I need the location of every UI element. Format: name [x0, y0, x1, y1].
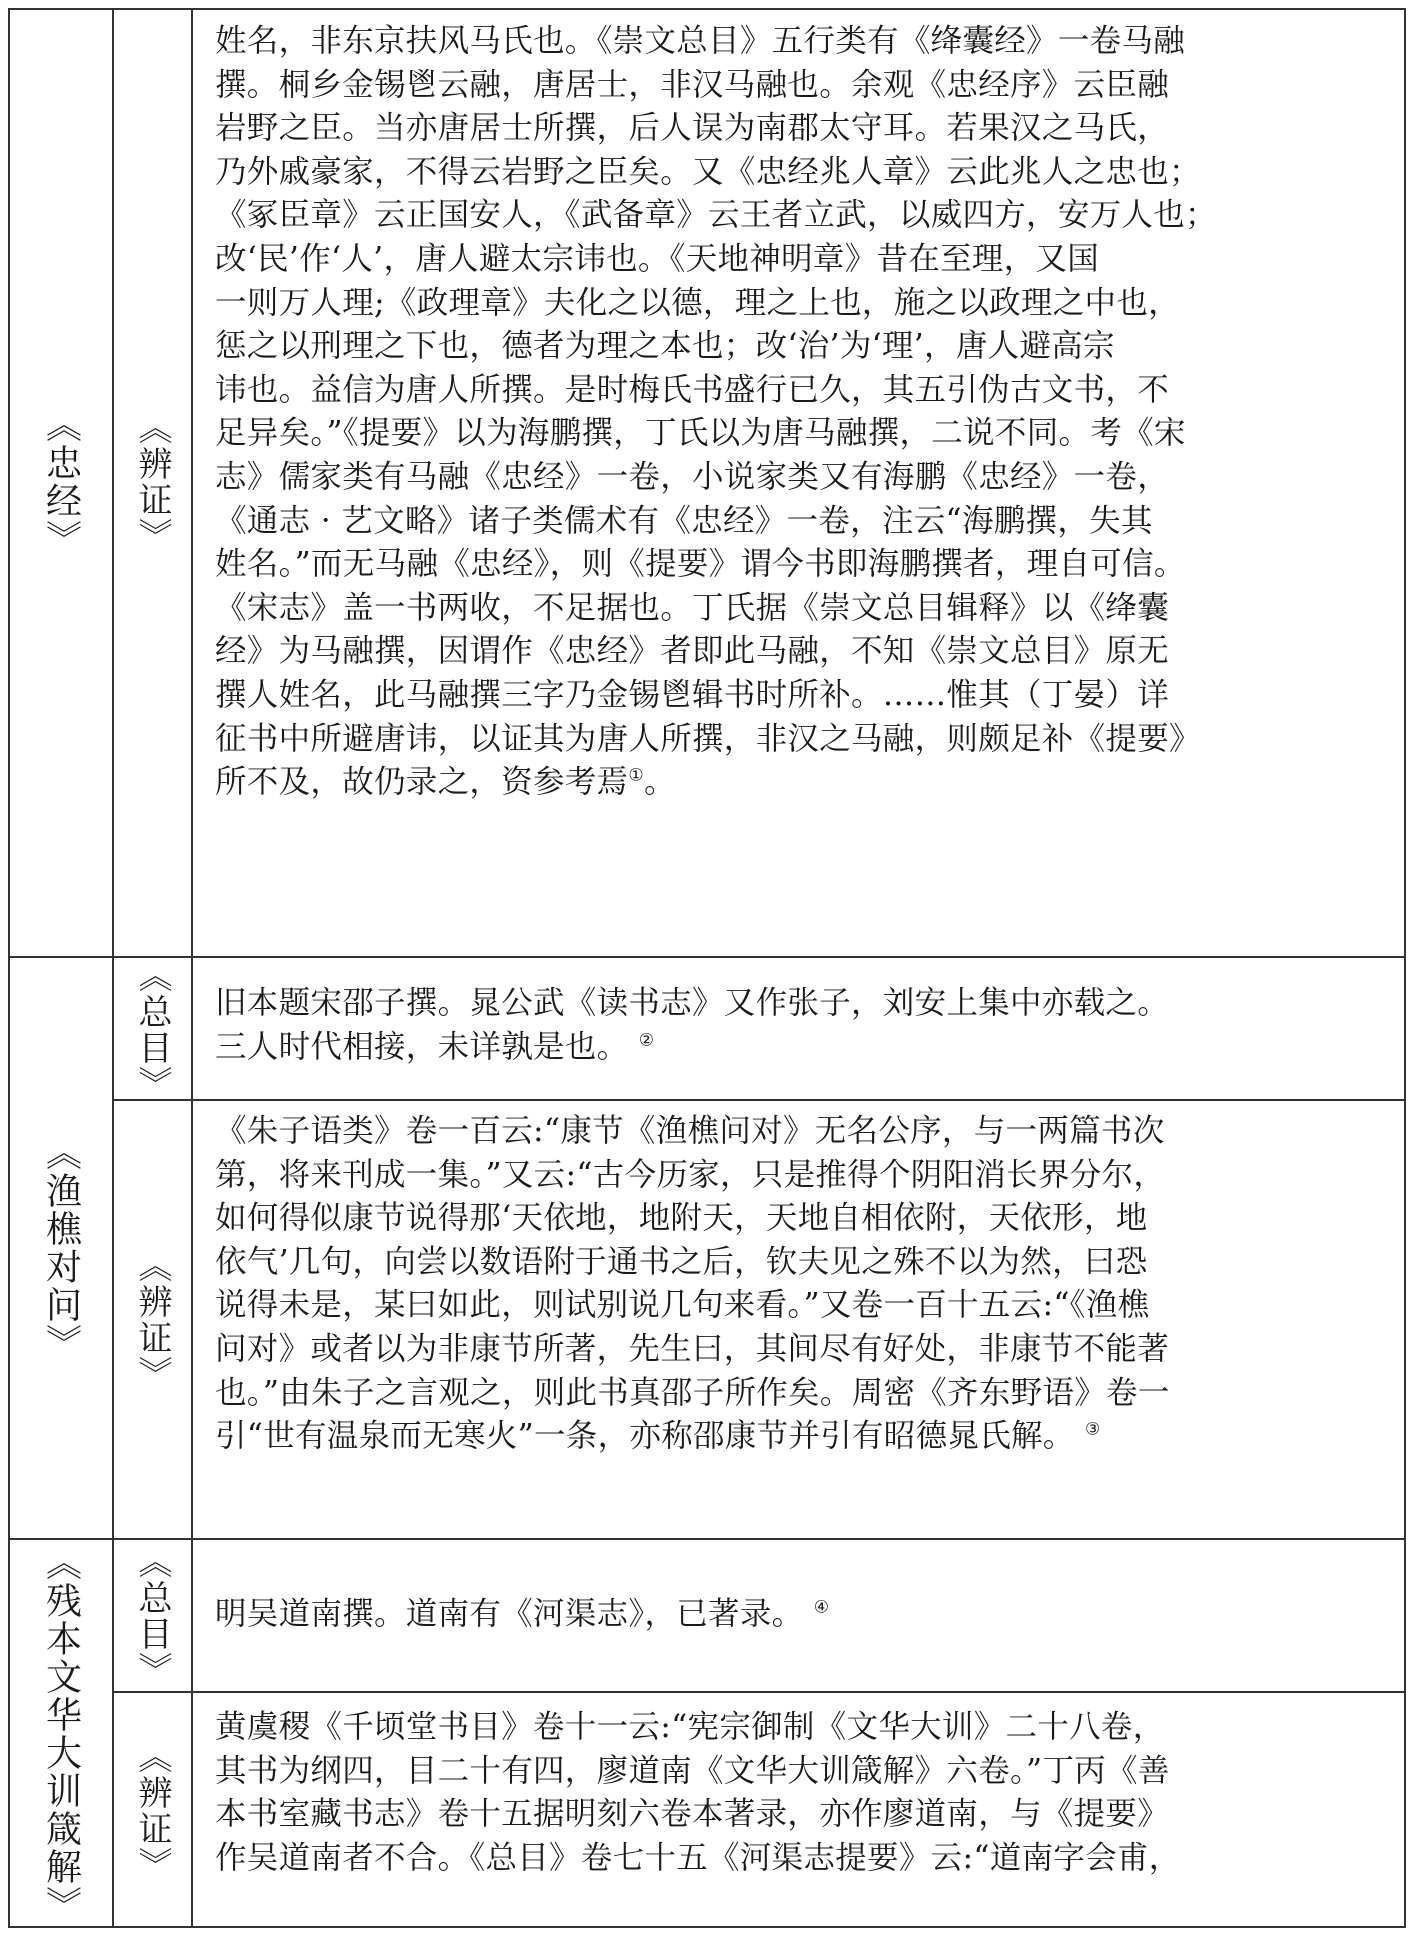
category-label: 《辨证》: [132, 1247, 172, 1392]
category-label: 《总目》: [132, 958, 172, 1102]
text-line: 姓名。”而无马融《忠经》，则《提要》谓今书即海鹏撰者，理自可信。: [215, 546, 1186, 583]
text-line: 撰。桐乡金锡鬯云融，唐居士，非汉马融也。余观《忠经序》云臣融: [215, 66, 1170, 103]
category-label: 《辨证》: [132, 410, 172, 554]
text-line: 足异矣。”《提要》以为海鹏撰，丁氏以为唐马融撰，二说不同。考《宋: [215, 415, 1186, 452]
text-line: 第，将来刊成一集。”又云:“古今历家，只是推得个阴阳消长界分尔，: [215, 1156, 1166, 1193]
text-cell: [215, 1110, 1395, 1459]
footnote-marker: ③: [1084, 1419, 1101, 1440]
column-divider: [191, 8, 193, 1928]
text-line: 姓名，非东京扶风马氏也。《崇文总目》五行类有《绛囊经》一卷马融: [215, 23, 1186, 59]
text-line: 征书中所避唐讳，以证其为唐人所撰，非汉之马融，则颇足补《提要》: [215, 720, 1201, 757]
footnote-marker: ④: [813, 1597, 830, 1618]
text-line: 《朱子语类》卷一百云:“康节《渔樵问对》无名公序，与一两篇书次: [215, 1113, 1165, 1149]
footnote-marker: ②: [638, 1030, 655, 1051]
text-line: 说得未是，某曰如此，则试别说几句来看。”又卷一百十五云:“《渔樵: [215, 1287, 1150, 1324]
category-label: 《辨证》: [132, 1738, 172, 1883]
text-line: 经》为马融撰，因谓作《忠经》者即此马融，不知《崇文总目》原无: [215, 633, 1170, 670]
text-line: 问对》或者以为非康节所著，先生曰，其间尽有好处，非康节不能著: [215, 1330, 1170, 1367]
text-cell: [215, 1706, 1395, 1880]
text-line: 其书为纲四，目二十有四，廖道南《文华大训箴解》六卷。”丁丙《善: [215, 1752, 1170, 1789]
text-line: 撰人姓名，此马融撰三字乃金锡鬯辑书时所补。……惟其（丁晏）详: [215, 676, 1170, 713]
text-line: 黄虞稷《千顷堂书目》卷十一云:“宪宗御制《文华大训》二十八卷，: [215, 1709, 1165, 1745]
text-line: 惩之以刑理之下也，德者为理之本也；改‘治’为‘理’，唐人避高宗: [215, 328, 1115, 365]
text-line: 志》儒家类有马融《忠经》一卷，小说家类又有海鹏《忠经》一卷，: [215, 458, 1170, 495]
text-line: 讳也。益信为唐人所撰。是时梅氏书盛行已久，其五引伪古文书，不: [215, 371, 1170, 408]
text-line: 《宋志》盖一书两收，不足据也。丁氏据《崇文总目辑释》以《绛囊: [215, 589, 1170, 626]
footnote-marker: ①: [628, 765, 644, 786]
text-line: 所不及，故仍录之，资参考焉①。: [215, 764, 676, 801]
text-line: 引“世有温泉而无寒火”一条，亦称邵康节并引有昭德晁氏解。 ③: [215, 1418, 1101, 1455]
category-label: 《总目》: [132, 1543, 172, 1688]
text-line: 如何得似康节说得那‘天依地，地附天，天地自相依附，天依形，地: [215, 1200, 1148, 1237]
text-line: 岩野之臣。当亦唐居士所撰，后人误为南郡太守耳。若果汉之马氏，: [215, 110, 1170, 147]
text-line: 三人时代相接，未详孰是也。 ②: [215, 1028, 655, 1065]
text-cell: [215, 982, 1395, 1069]
entry-title: 《渔樵对问》: [40, 1134, 82, 1362]
row-divider: [112, 1691, 1406, 1693]
text-line: 依气’几句，向尝以数语附于通书之后，钦夫见之殊不以为然，曰恐: [215, 1243, 1148, 1280]
text-line: 乃外戚豪家，不得云岩野之臣矣。又《忠经兆人章》云此兆人之忠也；: [215, 153, 1201, 190]
text-cell: [215, 1593, 1395, 1637]
entry-title: 《忠经》: [40, 406, 82, 558]
text-line: 《冢臣章》云正国安人，《武备章》云王者立武，以威四方，安万人也；: [215, 197, 1217, 234]
text-cell: [215, 20, 1395, 805]
text-line: 也。”由朱子之言观之，则此书真邵子所作矣。周密《齐东野语》卷一: [215, 1374, 1170, 1411]
entry-title: 《残本文华大训箴解》: [40, 1544, 82, 1924]
text-line: 一则万人理;《政理章》夫化之以德，理之上也，施之以政理之中也，: [215, 284, 1180, 321]
text-line: 作吴道南者不合。《总目》卷七十五《河渠志提要》云:“道南字会甫，: [215, 1839, 1181, 1876]
text-line: 旧本题宋邵子撰。晁公武《读书志》又作张子，刘安上集中亦载之。: [215, 985, 1170, 1021]
text-line: 本书室藏书志》卷十五据明刻六卷本著录，亦作廖道南，与《提要》: [215, 1796, 1170, 1833]
text-line: 明吴道南撰。道南有《河渠志》，已著录。 ④: [215, 1596, 830, 1632]
row-divider: [112, 1099, 1406, 1101]
text-line: 改‘民’作‘人’，唐人避太宗讳也。《天地神明章》昔在至理，又国: [215, 240, 1100, 277]
text-line: 《通志 · 艺文略》诸子类儒术有《忠经》一卷，注云“海鹏撰，失其: [215, 502, 1153, 539]
row-divider: [8, 1538, 1406, 1540]
row-divider: [8, 956, 1406, 958]
